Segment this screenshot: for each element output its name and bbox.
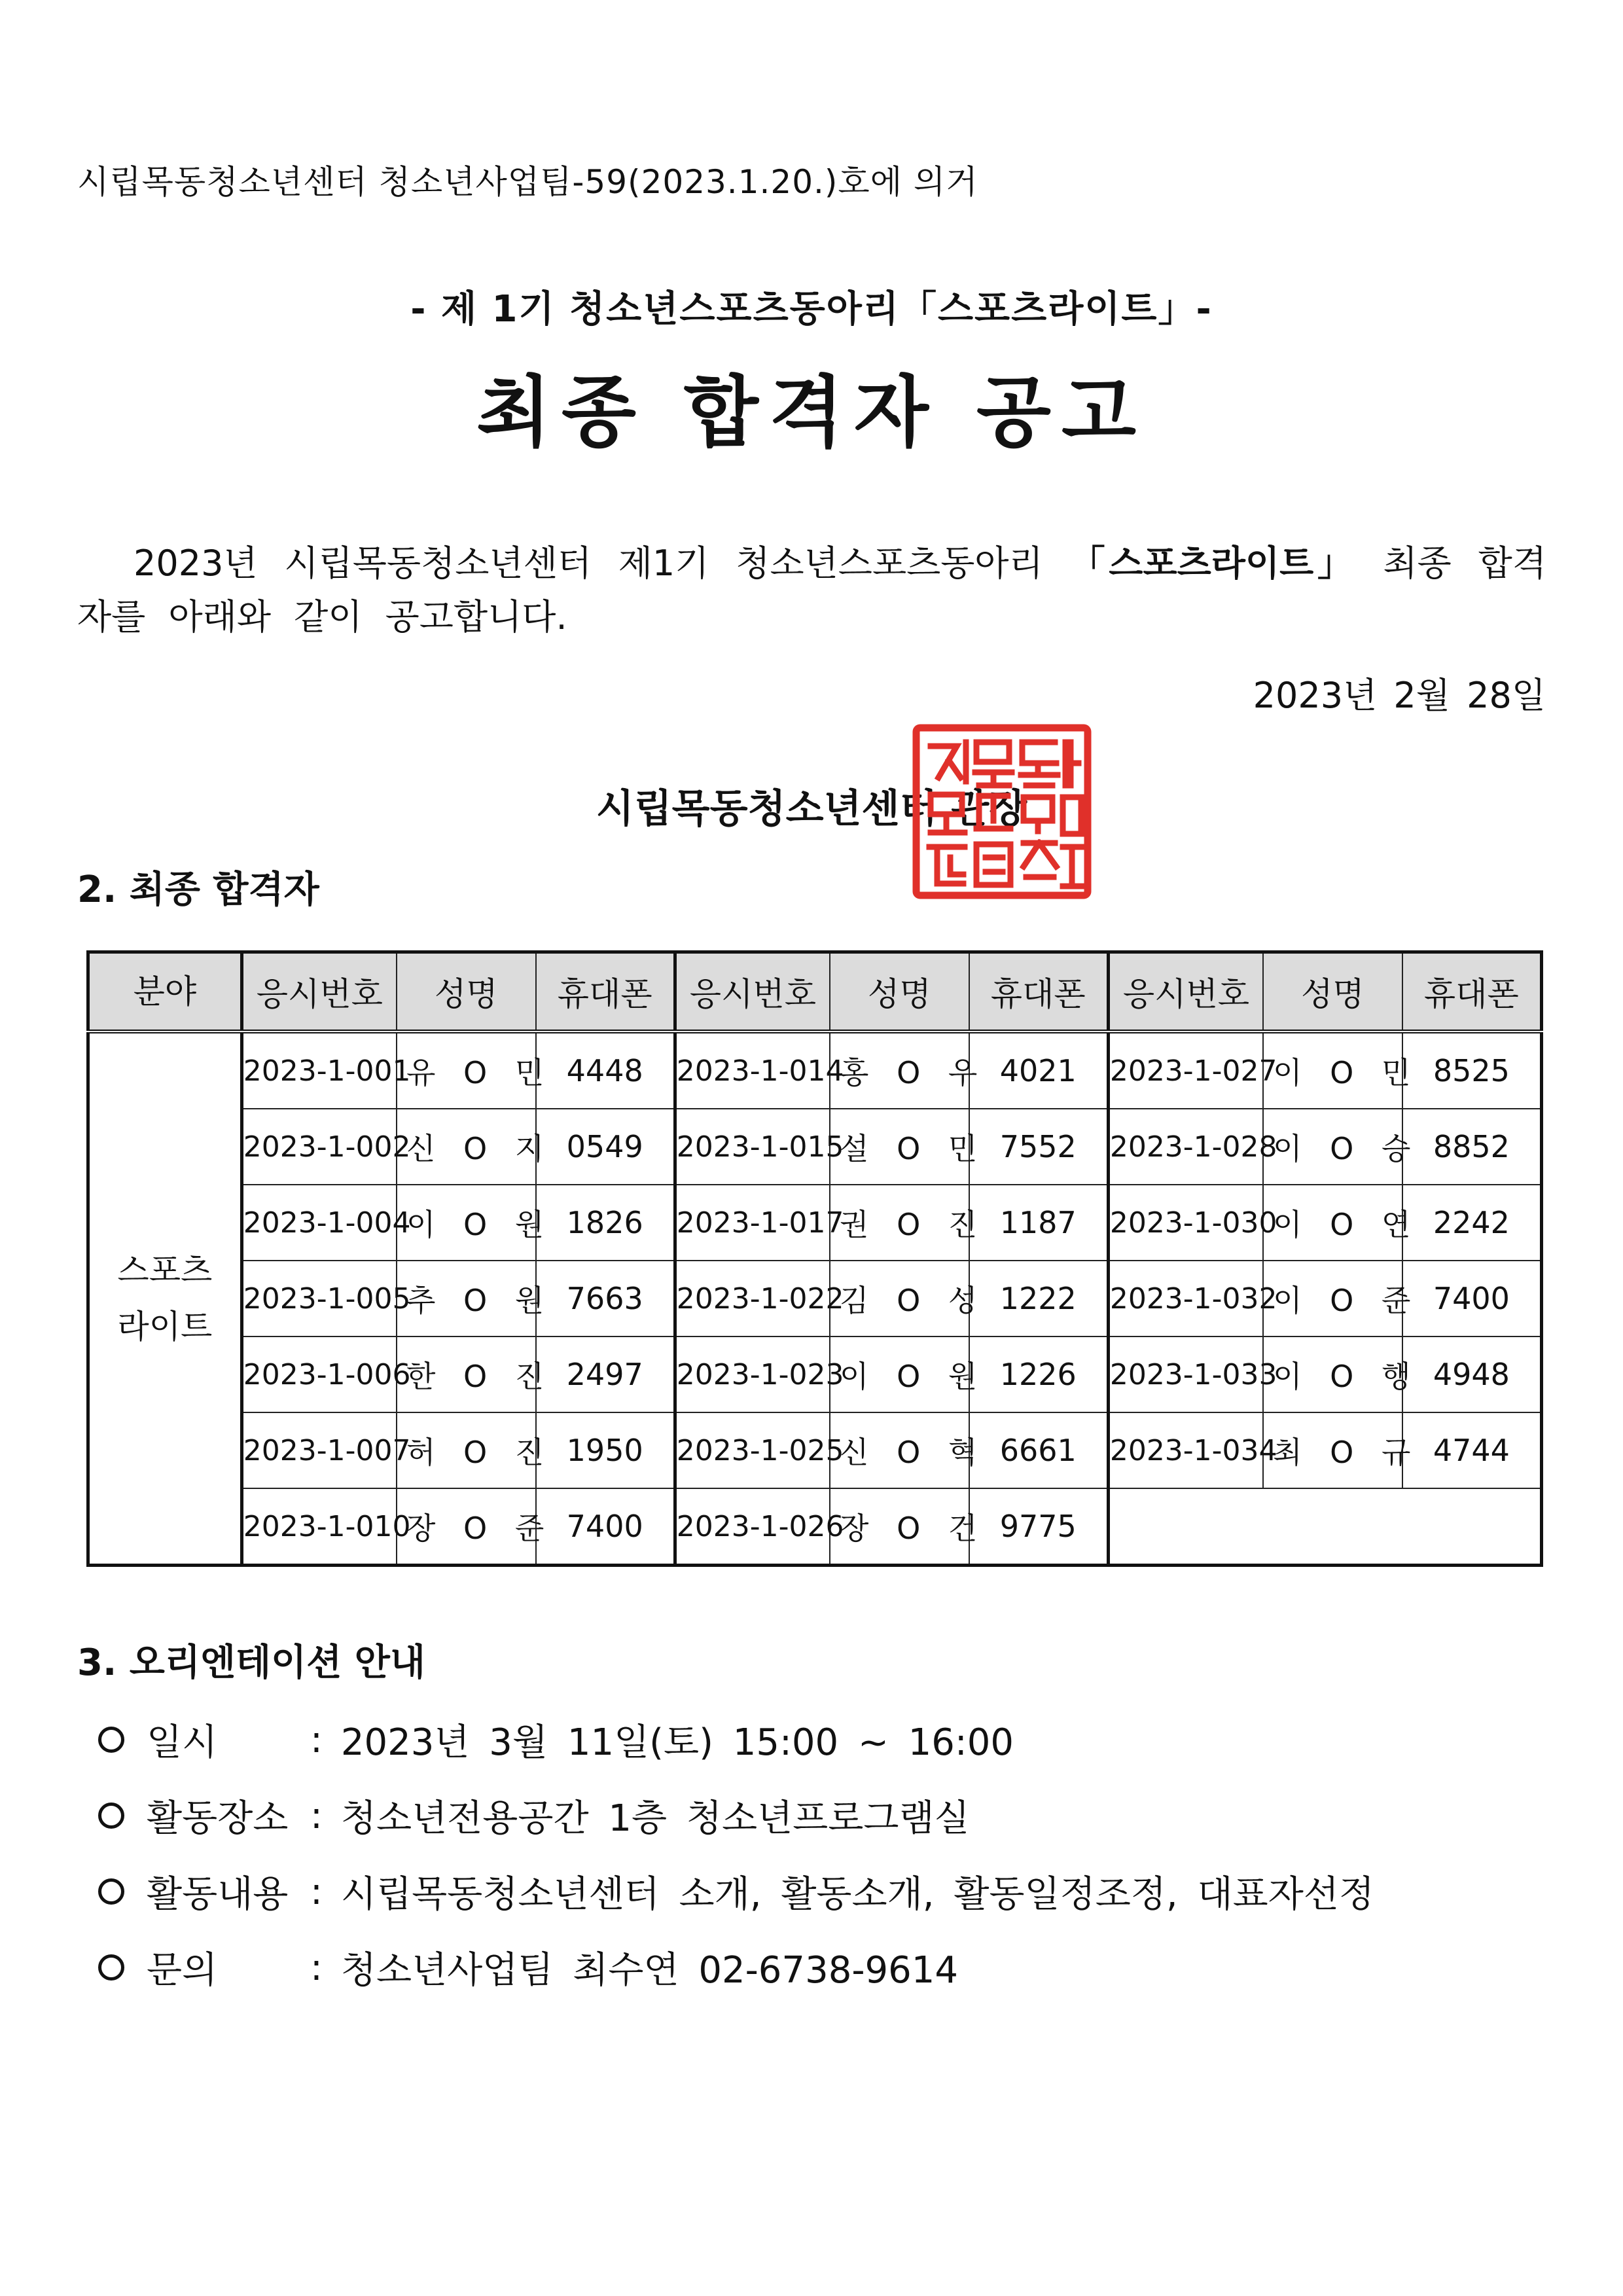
exam-number-cell: 2023-1-002 — [241, 1109, 397, 1185]
header-phone: 휴대폰 — [1402, 952, 1542, 1032]
final-list-table — [86, 950, 1543, 1567]
table-row — [88, 1031, 1542, 1109]
name-cell: 신 O 지 — [397, 1109, 536, 1185]
exam-number-cell: 2023-1-014 — [675, 1031, 830, 1109]
name-cell: 장 O 준 — [397, 1488, 536, 1566]
header-phone: 휴대폰 — [969, 952, 1109, 1032]
exam-number-cell: 2023-1-005 — [241, 1261, 397, 1336]
header-exam-number: 응시번호 — [1108, 952, 1263, 1032]
phone-cell: 4744 — [1402, 1412, 1542, 1488]
intro-text-before: 2023년 시립목동청소년센터 제1기 청소년스포츠동아리 — [134, 543, 1070, 584]
table-row — [88, 1261, 1542, 1336]
phone-cell: 7400 — [536, 1488, 675, 1566]
exam-number-cell: 2023-1-028 — [1108, 1109, 1263, 1185]
category-line-1: 스포츠 — [117, 1251, 213, 1289]
header-name: 성명 — [1263, 952, 1402, 1032]
announcement-date: 2023년 2월 28일 — [1253, 675, 1546, 716]
name-cell: 한 O 진 — [397, 1336, 536, 1412]
orientation-value: 2023년 3월 11일(토) 15:00 ~ 16:00 — [340, 1721, 1014, 1764]
orientation-item-location — [98, 1789, 970, 1842]
category-line-2: 라이트 — [117, 1308, 213, 1346]
name-cell: 홍 O 우 — [830, 1031, 969, 1109]
exam-number-cell: 2023-1-030 — [1108, 1185, 1263, 1261]
name-cell: 유 O 민 — [397, 1031, 536, 1109]
name-cell: 이 O 민 — [1263, 1031, 1402, 1109]
exam-number-cell: 2023-1-015 — [675, 1109, 830, 1185]
phone-cell: 9775 — [969, 1488, 1109, 1566]
orientation-label: 활동장소 — [147, 1797, 289, 1840]
name-cell: 허 O 진 — [397, 1412, 536, 1488]
phone-cell: 8525 — [1402, 1031, 1542, 1109]
phone-cell: 7400 — [1402, 1261, 1542, 1336]
name-cell: 추 O 원 — [397, 1261, 536, 1336]
table-row — [88, 1185, 1542, 1261]
table-row — [88, 1412, 1542, 1488]
phone-cell: 8852 — [1402, 1109, 1542, 1185]
intro-text-after: 최종 합격자를 아래와 같이 공고합니다. — [77, 543, 1546, 637]
phone-cell: 1950 — [536, 1412, 675, 1488]
exam-number-cell: 2023-1-026 — [675, 1488, 830, 1566]
colon-separator: : — [310, 1794, 323, 1837]
header-name: 성명 — [830, 952, 969, 1032]
name-cell: 이 O 승 — [1263, 1109, 1402, 1185]
orientation-item-datetime — [98, 1713, 1014, 1766]
program-subtitle: - 제 1기 청소년스포츠동아리「스포츠라이트」- — [410, 288, 1213, 331]
exam-number-cell: 2023-1-017 — [675, 1185, 830, 1261]
orientation-item-contact — [98, 1941, 958, 1994]
header-category: 분야 — [88, 952, 242, 1032]
exam-number-cell: 2023-1-027 — [1108, 1031, 1263, 1109]
name-cell: 권 O 진 — [830, 1185, 969, 1261]
table-row — [88, 1109, 1542, 1185]
name-cell: 이 O 준 — [1263, 1261, 1402, 1336]
intro-club-name: 「스포츠라이트」 — [1069, 543, 1357, 584]
phone-cell: 1826 — [536, 1185, 675, 1261]
organization-signature: 시립목동청소년센터 관장 — [596, 786, 1027, 832]
circle-bullet-icon — [98, 1727, 124, 1753]
orientation-item-content — [98, 1865, 1374, 1918]
exam-number-cell: 2023-1-034 — [1108, 1412, 1263, 1488]
circle-bullet-icon — [98, 1878, 124, 1905]
section-title-orientation: 3. 오리엔테이션 안내 — [77, 1641, 425, 1684]
phone-cell: 4448 — [536, 1031, 675, 1109]
orientation-label: 활동내용 — [147, 1873, 289, 1916]
official-seal-icon — [911, 723, 1093, 901]
orientation-label: 일시 — [147, 1721, 218, 1764]
name-cell: 이 O 행 — [1263, 1336, 1402, 1412]
circle-bullet-icon — [98, 1954, 124, 1981]
orientation-value: 시립목동청소년센터 소개, 활동소개, 활동일정조정, 대표자선정 — [340, 1873, 1374, 1916]
phone-cell: 1226 — [969, 1336, 1109, 1412]
phone-cell: 6661 — [969, 1412, 1109, 1488]
exam-number-cell: 2023-1-007 — [241, 1412, 397, 1488]
name-cell: 이 O 원 — [397, 1185, 536, 1261]
phone-cell: 7552 — [969, 1109, 1109, 1185]
exam-number-cell: 2023-1-033 — [1108, 1336, 1263, 1412]
colon-separator: : — [310, 1870, 323, 1913]
exam-number-cell: 2023-1-025 — [675, 1412, 830, 1488]
phone-cell: 1222 — [969, 1261, 1109, 1336]
name-cell: 이 O 연 — [1263, 1185, 1402, 1261]
phone-cell: 2242 — [1402, 1185, 1542, 1261]
orientation-value: 청소년사업팀 최수연 02-6738-9614 — [340, 1949, 959, 1992]
header-exam-number: 응시번호 — [675, 952, 830, 1032]
exam-number-cell: 2023-1-023 — [675, 1336, 830, 1412]
phone-cell: 7663 — [536, 1261, 675, 1336]
name-cell: 신 O 혁 — [830, 1412, 969, 1488]
table-header-row — [88, 952, 1542, 1032]
phone-cell: 2497 — [536, 1336, 675, 1412]
exam-number-cell: 2023-1-022 — [675, 1261, 830, 1336]
name-cell: 이 O 원 — [830, 1336, 969, 1412]
category-cell — [88, 1031, 242, 1566]
exam-number-cell: 2023-1-032 — [1108, 1261, 1263, 1336]
empty-cell — [1108, 1488, 1541, 1566]
exam-number-cell: 2023-1-010 — [241, 1488, 397, 1566]
exam-number-cell: 2023-1-001 — [241, 1031, 397, 1109]
phone-cell: 1187 — [969, 1185, 1109, 1261]
circle-bullet-icon — [98, 1803, 124, 1829]
table-row — [88, 1488, 1542, 1566]
exam-number-cell: 2023-1-004 — [241, 1185, 397, 1261]
colon-separator: : — [310, 1946, 323, 1989]
orientation-label: 문의 — [147, 1949, 218, 1992]
exam-number-cell: 2023-1-006 — [241, 1336, 397, 1412]
basis-line: 시립목동청소년센터 청소년사업팀-59(2023.1.20.)호에 의거 — [77, 163, 978, 201]
intro-paragraph — [77, 537, 1546, 644]
name-cell: 설 O 민 — [830, 1109, 969, 1185]
header-phone: 휴대폰 — [536, 952, 675, 1032]
document-title: 최종 합격자 공고 — [476, 367, 1147, 457]
header-exam-number: 응시번호 — [241, 952, 397, 1032]
table-row — [88, 1336, 1542, 1412]
name-cell: 김 O 성 — [830, 1261, 969, 1336]
phone-cell: 0549 — [536, 1109, 675, 1185]
name-cell: 장 O 건 — [830, 1488, 969, 1566]
orientation-value: 청소년전용공간 1층 청소년프로그램실 — [340, 1797, 970, 1840]
phone-cell: 4021 — [969, 1031, 1109, 1109]
header-name: 성명 — [397, 952, 536, 1032]
name-cell: 최 O 규 — [1263, 1412, 1402, 1488]
colon-separator: : — [310, 1718, 323, 1761]
phone-cell: 4948 — [1402, 1336, 1542, 1412]
section-title-final-list: 2. 최종 합격자 — [77, 869, 319, 911]
